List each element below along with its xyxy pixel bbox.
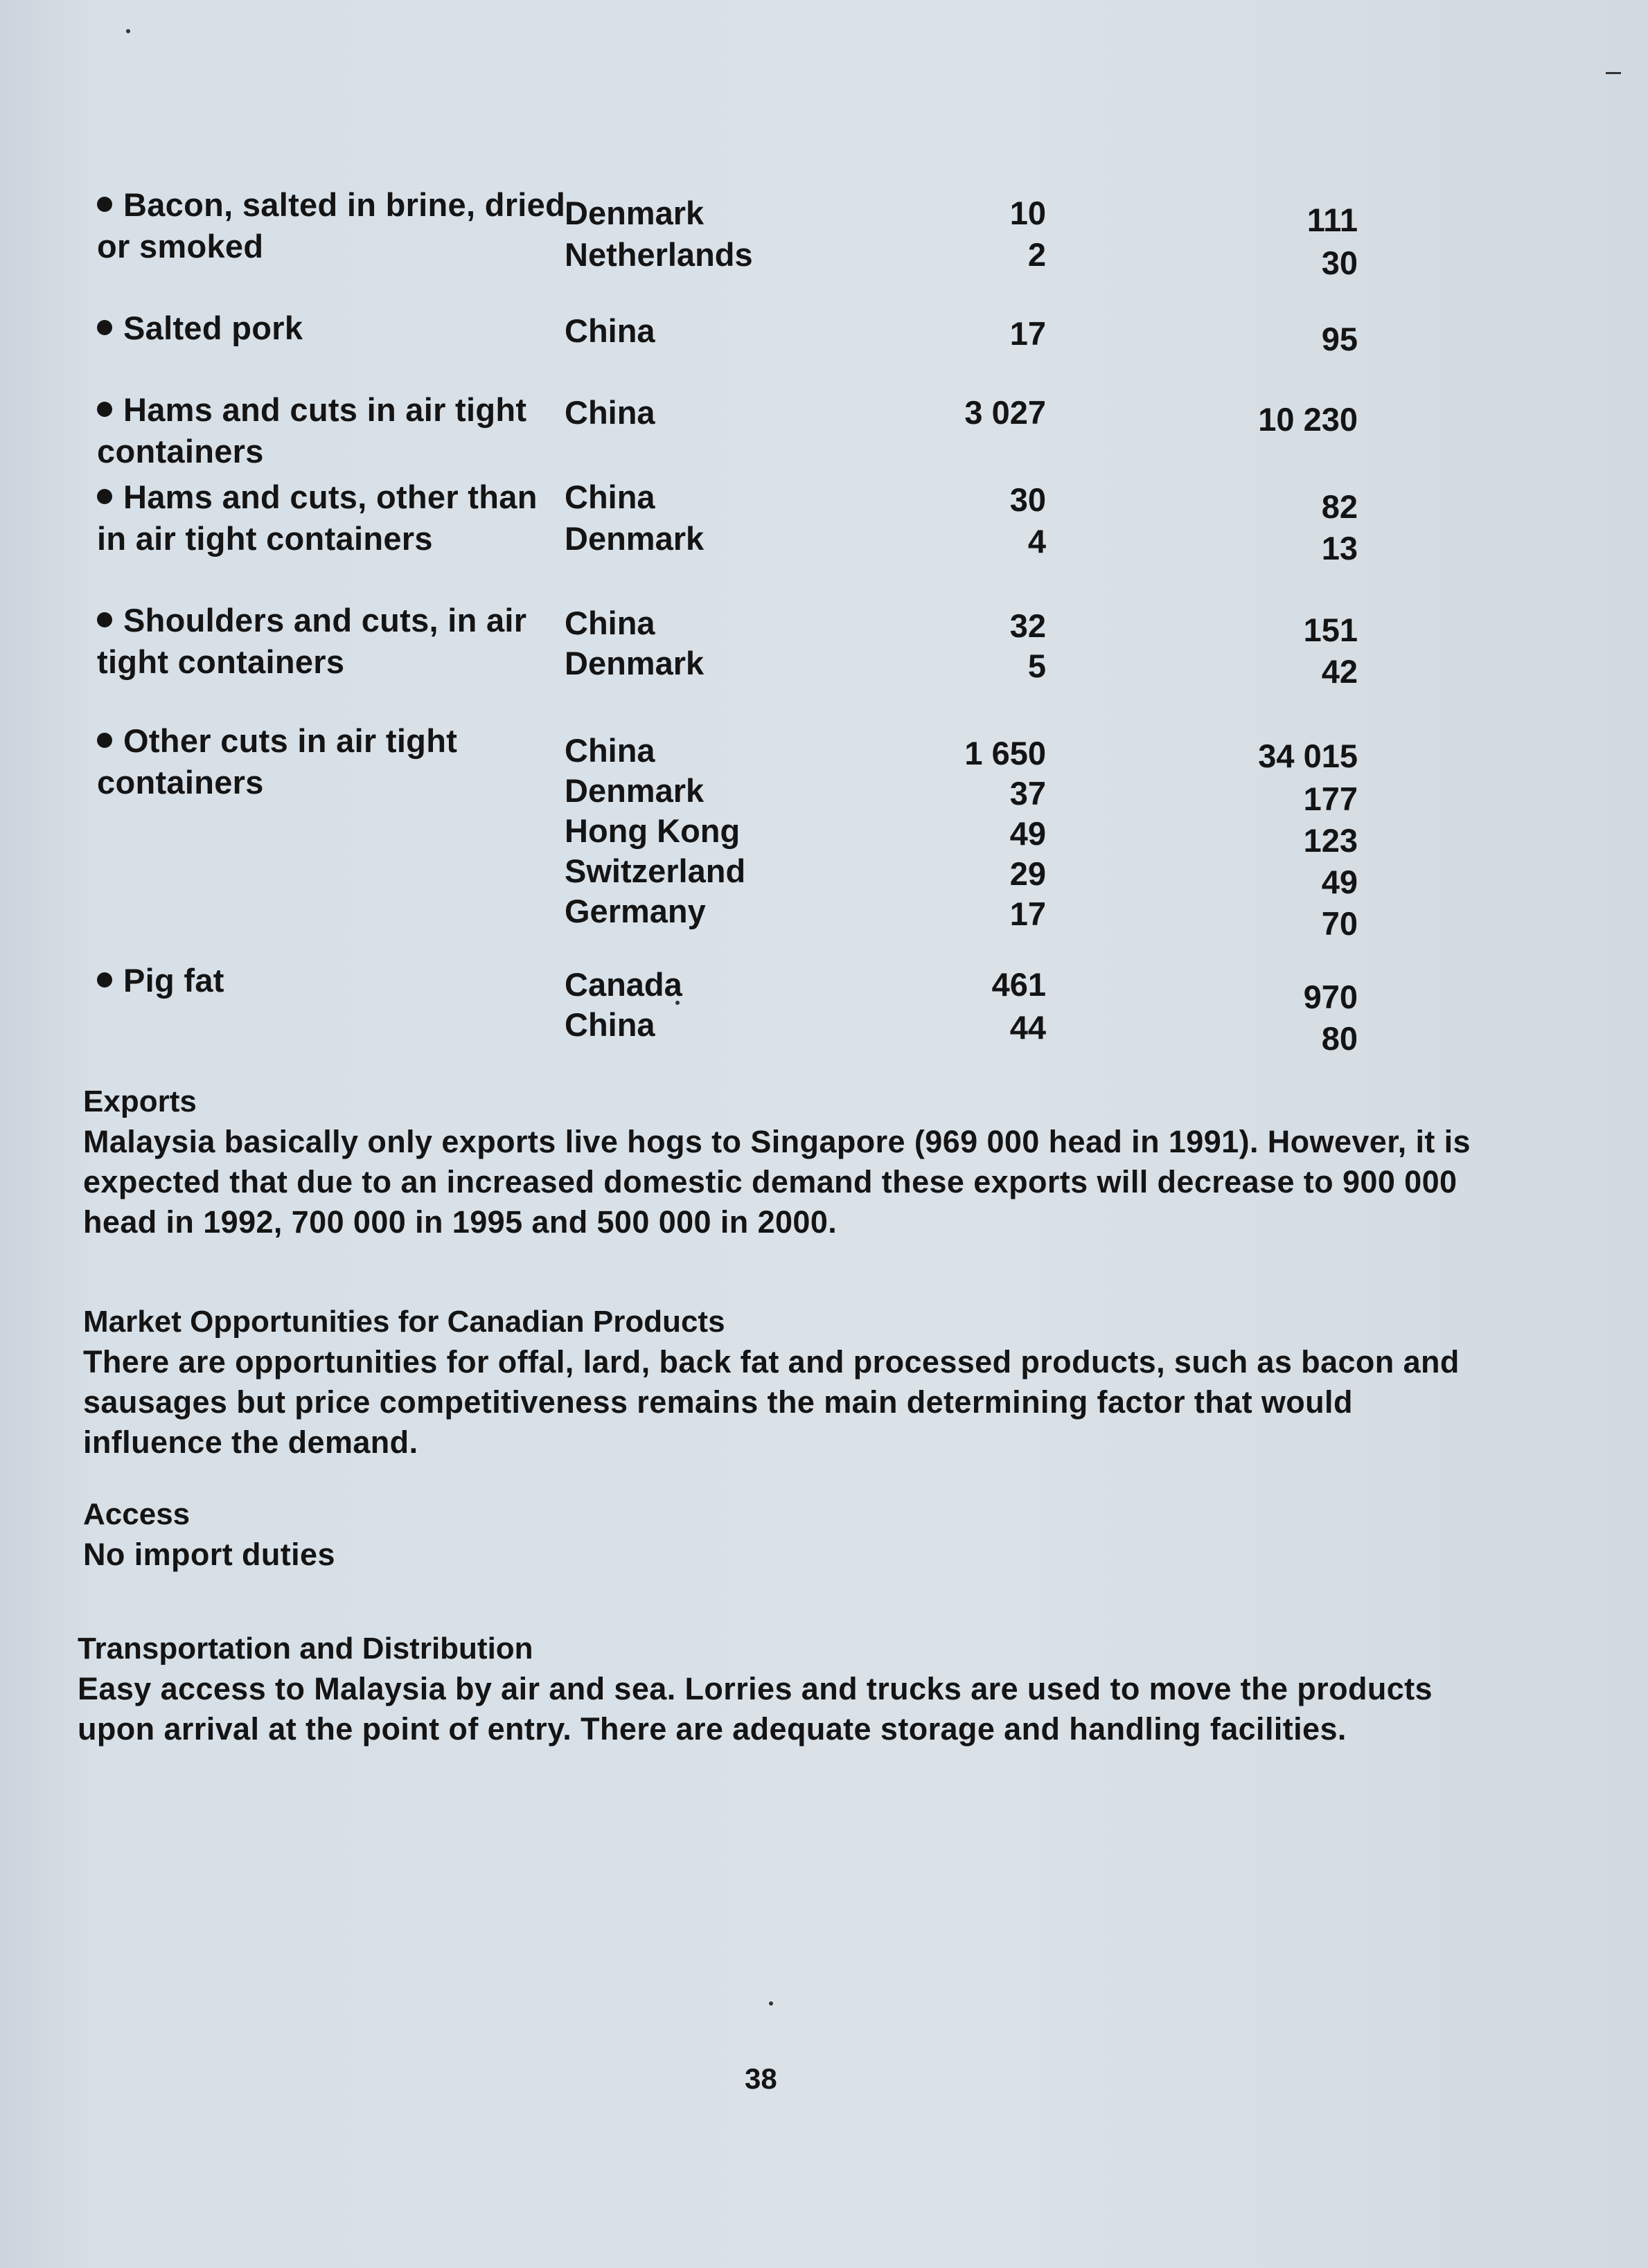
product-name-text: Bacon, salted in brine, dried or smoked — [97, 186, 566, 265]
value-2: 111 — [1306, 202, 1358, 238]
bullet-icon — [97, 320, 112, 335]
value-1: 1 650 — [964, 735, 1046, 771]
country: China — [565, 605, 655, 641]
country: Denmark — [565, 645, 705, 681]
product-name-text: Pig fat — [123, 962, 224, 999]
product-name-text: Salted pork — [123, 310, 303, 346]
value-2: 13 — [1321, 530, 1358, 566]
edge-mark — [1606, 72, 1621, 74]
value-1: 4 — [1027, 523, 1046, 560]
country: Denmark — [565, 520, 705, 557]
page-number: 38 — [745, 2062, 777, 2095]
bullet-icon — [97, 197, 112, 212]
value-2: 42 — [1321, 653, 1358, 690]
country: China — [565, 394, 655, 431]
access-text: No import duties — [83, 1537, 335, 1572]
market-heading: Market Opportunities for Canadian Products — [83, 1305, 725, 1339]
country: China — [565, 732, 655, 769]
value-1: 2 — [1027, 236, 1046, 273]
value-1: 32 — [1009, 607, 1046, 644]
speck — [126, 29, 130, 33]
transport-section — [78, 1629, 1477, 1749]
value-2: 95 — [1321, 321, 1358, 357]
access-section — [83, 1494, 1482, 1575]
transport-text: Easy access to Malaysia by air and sea. Lorries and trucks are used to move the products upon arrival at the point of entry. There are adequate storage and handling facilities. — [78, 1671, 1433, 1747]
product-name — [97, 184, 568, 267]
country: Hong Kong — [565, 812, 741, 849]
exports-text: Malaysia basically only exports live hogs to Singapore (969 000 head in 1991). However, it is expected that due to an increased domestic demand these exports will decrease to 900 000 head in 1992, 700 000 in 1995 and 500 000 in 2000. — [83, 1124, 1471, 1240]
speck — [769, 2001, 773, 2006]
product-name — [97, 960, 568, 1001]
country: Canada — [565, 966, 682, 1003]
bullet-icon — [97, 972, 112, 988]
bullet-icon — [97, 489, 112, 504]
value-2: 151 — [1303, 611, 1358, 648]
product-name — [97, 389, 568, 472]
value-2: 970 — [1303, 979, 1358, 1015]
bullet-icon — [97, 402, 112, 417]
product-name-text: Other cuts in air tight containers — [97, 722, 458, 801]
country: Denmark — [565, 772, 705, 809]
transport-heading: Transportation and Distribution — [78, 1632, 533, 1666]
country: Netherlands — [565, 236, 753, 273]
product-name — [97, 307, 568, 349]
product-name-text: Shoulders and cuts, in air tight containers — [97, 602, 527, 680]
product-name — [97, 600, 568, 683]
country: China — [565, 1006, 655, 1043]
value-2: 82 — [1321, 488, 1358, 525]
exports-section — [83, 1082, 1482, 1242]
country: Switzerland — [565, 852, 746, 889]
value-2: 70 — [1321, 905, 1358, 942]
value-1: 3 027 — [964, 394, 1046, 431]
product-name — [97, 720, 568, 803]
value-1: 44 — [1009, 1009, 1046, 1046]
country: China — [565, 479, 655, 515]
product-name-text: Hams and cuts, other than in air tight containers — [97, 479, 538, 557]
value-1: 49 — [1009, 815, 1046, 852]
exports-heading: Exports — [83, 1084, 197, 1118]
value-2: 80 — [1321, 1020, 1358, 1057]
bullet-icon — [97, 612, 112, 627]
value-2: 10 230 — [1258, 401, 1358, 438]
value-2: 49 — [1321, 864, 1358, 900]
value-1: 5 — [1027, 648, 1046, 684]
country: Germany — [565, 893, 706, 929]
bullet-icon — [97, 733, 112, 748]
value-1: 29 — [1009, 855, 1046, 892]
value-2: 123 — [1303, 822, 1358, 859]
country: China — [565, 312, 655, 349]
value-1: 17 — [1009, 315, 1046, 352]
value-2: 34 015 — [1258, 738, 1358, 774]
value-1: 461 — [991, 966, 1046, 1003]
country: Denmark — [565, 195, 705, 231]
product-name — [97, 476, 575, 560]
market-text: There are opportunities for offal, lard, back fat and processed products, such as bacon and sausages but price competitiveness remains the main determining factor that would influence the demand. — [83, 1344, 1460, 1460]
market-section — [83, 1302, 1482, 1463]
value-1: 10 — [1009, 195, 1046, 231]
value-1: 37 — [1009, 775, 1046, 812]
product-name-text: Hams and cuts in air tight containers — [97, 391, 527, 470]
value-2: 177 — [1303, 780, 1358, 817]
value-1: 30 — [1009, 481, 1046, 518]
value-2: 30 — [1321, 244, 1358, 281]
access-heading: Access — [83, 1497, 191, 1531]
value-1: 17 — [1009, 895, 1046, 932]
